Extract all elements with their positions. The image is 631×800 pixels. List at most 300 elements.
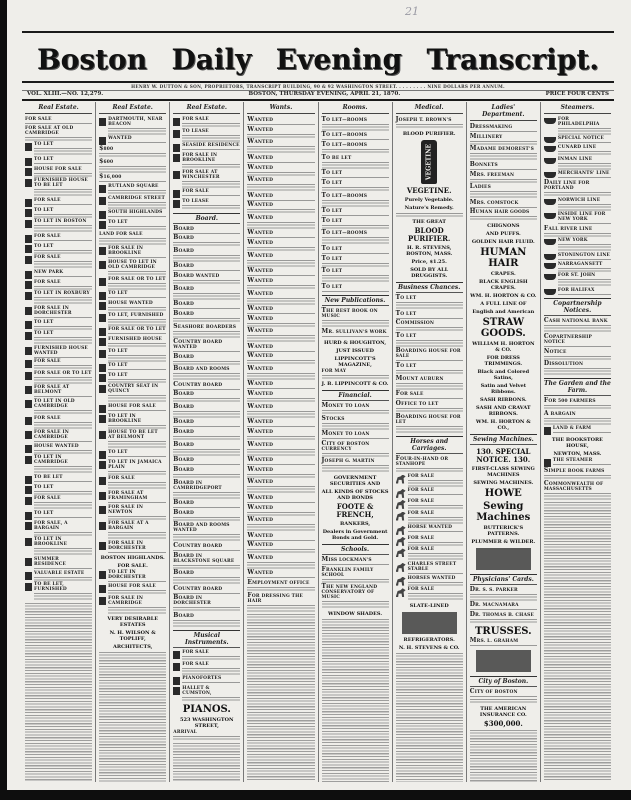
classified-ad: [173, 117, 240, 128]
classified-ad: [247, 593, 314, 612]
ad-text-lines: [408, 581, 463, 587]
ad-text-lines: [34, 531, 92, 537]
ad-body: [108, 136, 166, 145]
ad-text-lines: [34, 576, 92, 582]
classified-ad: [99, 505, 166, 521]
ad-body: [544, 180, 611, 197]
ad-text-lines: [247, 604, 314, 612]
ship-icon: [544, 239, 556, 245]
house-icon: [99, 338, 106, 346]
ad-body: [108, 301, 166, 312]
column-filler-text: [247, 613, 314, 782]
ad-text-lines: [247, 485, 314, 493]
ad-body: [544, 468, 611, 480]
classified-ad: [25, 537, 92, 555]
ad-lead: HOUSE TO BE LET AT BELMONT: [108, 430, 158, 441]
house-icon: [173, 663, 180, 671]
classified-ad: [25, 306, 92, 319]
display-text: BOSTON HIGHLANDS.: [100, 555, 165, 562]
ad-body: [247, 391, 314, 403]
display-text: LIPPINCOTT'S MAGAZINE,: [334, 355, 376, 368]
ad-text-lines: [470, 190, 537, 198]
ad-text-lines: [108, 256, 166, 259]
classified-ad: [396, 414, 463, 433]
ad-body: [396, 212, 463, 218]
ad-body: [558, 262, 611, 273]
ad-body: [173, 467, 240, 479]
classified-ad: [173, 170, 240, 188]
ad-body: [247, 316, 314, 328]
ad-lead: NORWICH LINE: [557, 197, 601, 203]
ad-text-lines: [182, 134, 240, 142]
ad-lead: BOARD: [173, 611, 195, 619]
ad-lead: FALL RIVER LINE: [543, 224, 593, 232]
classified-ad: [544, 226, 611, 238]
classified-ad: [247, 457, 314, 466]
ad-body: [470, 602, 537, 611]
ad-body: [247, 555, 314, 569]
classified-ad: [544, 145, 611, 156]
ad-lead: WANTED: [247, 402, 274, 410]
classified-ad: [25, 126, 92, 142]
ad-body: [544, 398, 611, 410]
house-icon: [544, 459, 551, 467]
ad-lead: TO LET: [34, 319, 54, 325]
classified-ad: [25, 234, 92, 243]
ad-body: [558, 253, 611, 261]
ad-lead: TO LET—ROOMS: [321, 116, 368, 123]
classified-ad: [396, 536, 463, 547]
horse-icon: [396, 548, 406, 557]
display-text: AND PUFFS.: [485, 230, 521, 237]
house-icon: [99, 522, 106, 530]
ad-text-lines: [108, 394, 166, 402]
ad-lead: FOR SALE: [34, 415, 61, 421]
ad-body: [173, 480, 240, 499]
ad-text-lines: [247, 561, 314, 569]
classified-ad: [247, 479, 314, 493]
ad-body: [108, 349, 166, 362]
ad-body: [173, 522, 240, 541]
classified-ad: [173, 522, 240, 541]
ad-text-lines: [247, 259, 314, 267]
house-icon: [25, 476, 32, 484]
ad-text-lines: [322, 374, 389, 380]
ad-body: [322, 268, 389, 282]
ad-lead: WANTED: [247, 516, 274, 524]
dateline-rule: [22, 99, 614, 101]
display-text: 523 WASHINGTON STREET,: [180, 716, 234, 729]
classified-ad: [544, 334, 611, 348]
classified-ad: [173, 391, 240, 403]
ad-lead: WANTED: [247, 201, 274, 209]
ad-text-lines: [470, 215, 537, 221]
ad-body: [544, 481, 611, 500]
ship-icon: [544, 199, 556, 205]
ad-lead: TO LET: [34, 142, 54, 148]
ad-text-lines: [108, 127, 166, 135]
ad-lead: TO LET: [395, 362, 417, 370]
ad-body: [108, 246, 166, 259]
house-icon: [25, 179, 32, 187]
ad-text-lines: [408, 493, 463, 496]
ad-text-lines: [34, 316, 92, 319]
classified-ad: [25, 430, 92, 443]
display-text: H. R. STEVENS, BOSTON, MASS.: [406, 245, 453, 258]
ad-body: [34, 306, 92, 319]
ad-lead: EMPLOYMENT OFFICE: [247, 579, 310, 587]
ad-lead: TO LET IN DORCHESTER: [108, 570, 146, 581]
ad-lead: LADIES: [469, 183, 491, 191]
ad-text-lines: [470, 206, 537, 209]
ad-lead: TO LET: [34, 510, 54, 516]
display-text: VEGETINE.: [406, 185, 452, 195]
ad-body: [322, 441, 389, 458]
classified-ad: [322, 193, 389, 207]
ad-body: [408, 525, 463, 535]
display-text: VERY DESIRABLE ESTATES: [107, 616, 159, 629]
display-text: FIRST-CLASS SEWING MACHINES: [471, 465, 535, 478]
ad-text-lines: [247, 523, 314, 531]
ad-lead: CHARLES STREET STABLE: [407, 561, 457, 572]
ad-text-lines: [396, 326, 463, 332]
classified-ad: [322, 458, 389, 472]
ad-text-lines: [322, 123, 389, 131]
classified-ad: [544, 157, 611, 170]
column-header: Real Estate.: [173, 104, 240, 114]
ad-lead: WANTED: [247, 418, 274, 426]
ad-text-lines: [558, 258, 611, 261]
ad-body: [247, 139, 314, 153]
ad-text-lines: [322, 236, 389, 244]
classified-ad: [25, 571, 92, 582]
ad-text-lines: [247, 246, 314, 252]
house-icon: [25, 572, 32, 580]
ship-icon: [544, 289, 556, 295]
ad-body: [396, 311, 463, 320]
classified-ad: [25, 167, 92, 178]
ad-body: [108, 220, 166, 231]
ad-body: [34, 537, 92, 555]
ad-lead: FOR SALE AT A BARGAIN: [108, 521, 149, 532]
ad-lead: FOR SALE: [34, 359, 61, 365]
classified-ad: [25, 244, 92, 255]
ad-lead: FOR SALE: [182, 188, 209, 194]
ad-body: [247, 353, 314, 365]
horse-icon: [396, 475, 406, 484]
classified-ad: [247, 495, 314, 504]
house-icon: [99, 374, 106, 382]
classified-ad: [25, 521, 92, 537]
classified-ad: [396, 562, 463, 575]
ad-body: [173, 382, 240, 391]
ad-lead: FOR SALE IN CAMBRIDGE: [108, 595, 144, 606]
classified-ad: [173, 570, 240, 584]
ad-lead: SUMMER RESIDENCE: [34, 556, 67, 567]
ad-text-lines: [247, 322, 314, 328]
classified-ad: [470, 134, 537, 146]
ad-text-lines: [396, 382, 463, 390]
ad-body: [99, 146, 166, 158]
house-icon: [99, 477, 106, 485]
classified-ad: [99, 210, 166, 219]
ad-body: [247, 177, 314, 191]
ad-lead: DR. S. S. PARKER: [469, 585, 518, 593]
ad-text-lines: [99, 237, 166, 245]
column-filler-text: [173, 742, 240, 782]
ad-lead: FOR SALE AT BELMONT: [34, 385, 70, 396]
classified-ad: [322, 230, 389, 244]
ad-body: [108, 450, 166, 459]
ad-text-lines: [34, 325, 92, 331]
ad-body: [173, 248, 240, 262]
ad-text-lines: [322, 290, 389, 293]
ad-lead: WANTED: [247, 163, 274, 171]
ad-body: [108, 337, 166, 348]
classified-ad: [173, 553, 240, 570]
ad-body: [544, 361, 611, 375]
section-heading: Sewing Machines.: [470, 434, 537, 445]
classified-ad: [25, 280, 92, 291]
ad-body: [108, 541, 166, 554]
publisher-line: HENRY W. DUTTON & SON, PROPRIETORS, TRANSCRIPT BUILDING, 90 & 92 WASHINGTON STREET. . . . . . . . . NINE DOLLARS PER ANNUM.: [131, 84, 505, 89]
ad-body: [34, 430, 92, 443]
ad-lead: JOSEPH T. BROWN'S: [395, 116, 452, 123]
ad-body: [34, 219, 92, 232]
classified-ad: [247, 391, 314, 403]
ad-lead: BOARD AND ROOMS: [173, 365, 230, 373]
classified-ad: [396, 311, 463, 320]
column: [22, 102, 96, 782]
ad-body: [34, 167, 92, 178]
display-text: HURD & HOUGHTON,: [324, 339, 387, 346]
classified-ad: [247, 419, 314, 428]
display-text: SLATE-LINED: [409, 602, 449, 609]
ad-body: [558, 288, 611, 296]
ad-lead: WANTED: [247, 289, 274, 297]
classified-ad: [470, 689, 537, 698]
ad-text-lines: [173, 360, 240, 366]
ad-lead: FOR 500 FARMERS: [543, 397, 596, 405]
ad-lead: FOR MAY: [321, 368, 347, 374]
ad-body: [25, 117, 92, 125]
masthead-word: Transcript.: [426, 42, 599, 76]
ad-text-lines: [34, 421, 92, 429]
display-text: BUTTERICK'S PATTERNS.: [483, 524, 524, 537]
ad-body: [544, 226, 611, 238]
house-icon: [25, 386, 32, 394]
ad-text-lines: [247, 473, 314, 479]
ad-text-lines: [173, 232, 240, 235]
ad-text-lines: [247, 539, 314, 542]
ad-body: [247, 533, 314, 542]
ad-lead: WANTED: [247, 229, 274, 237]
ad-body: [173, 354, 240, 366]
ad-lead: TO LET: [108, 372, 128, 378]
ad-body: [182, 129, 240, 142]
classified-ad: [247, 306, 314, 315]
ad-body: [322, 193, 389, 207]
vegetine-bottle-illustration: [421, 140, 437, 184]
section-heading: Musical Instruments.: [173, 630, 240, 648]
ad-body: [470, 638, 537, 647]
ad-text-lines: [553, 463, 611, 466]
ad-text-lines: [34, 336, 92, 344]
ad-body: [247, 404, 314, 418]
column-header: Ladies' Department.: [470, 104, 537, 121]
ad-text-lines: [558, 278, 611, 286]
display-text: English and American: [472, 308, 535, 315]
ad-lead: TO LET IN JAMAICA PLAIN: [108, 459, 162, 470]
ad-body: [108, 521, 166, 539]
house-icon: [25, 583, 32, 591]
ad-body: [470, 134, 537, 146]
ad-lead: TO LET—ROOMS: [321, 229, 368, 237]
display-text: BLOOD PURIFIER.: [402, 130, 456, 137]
ad-body: [247, 495, 314, 504]
ad-text-lines: [34, 172, 92, 178]
classified-ad: [247, 240, 314, 252]
classified-ad: [99, 521, 166, 539]
ad-lead: HOUSE FOR SALE: [108, 403, 156, 409]
ad-lead: FRANKLIN FAMILY SCHOOL: [321, 565, 374, 578]
ad-lead: BOARD WANTED: [173, 272, 220, 280]
classified-ad: [25, 399, 92, 415]
ad-text-lines: [34, 224, 92, 232]
column-filler-text: [99, 651, 166, 782]
ad-body: [470, 162, 537, 171]
ad-body: [322, 208, 389, 217]
classified-ad: [544, 136, 611, 144]
house-icon: [25, 256, 32, 264]
ad-lead: PIANOFORTES: [182, 676, 222, 682]
ad-lead: BOARD: [173, 246, 195, 254]
classified-ad: [247, 291, 314, 305]
ad-lead: TO LET: [321, 169, 343, 177]
ad-lead: MISS LOCKMAN'S: [321, 555, 372, 563]
ad-body: [470, 698, 537, 704]
classified-ad: [173, 382, 240, 391]
ad-text-lines: [322, 262, 389, 268]
ad-lead: FOR SALE: [395, 390, 424, 398]
ad-lead: BOARD: [173, 352, 195, 360]
ad-text-lines: [173, 279, 240, 285]
classified-ad: [322, 142, 389, 154]
ad-body: [396, 414, 463, 433]
ad-body: [322, 170, 389, 179]
classified-ad: [396, 547, 463, 560]
ad-lead: BOARD AND ROOMS WANTED: [173, 521, 230, 534]
house-icon: [25, 245, 32, 253]
ad-lead: TO LET: [321, 216, 343, 224]
ad-text-lines: [173, 506, 240, 509]
ship-icon: [544, 158, 556, 164]
ad-body: [322, 557, 389, 566]
ad-body: [108, 196, 166, 209]
ad-body: [34, 280, 92, 291]
ad-lead: WANTED: [247, 465, 274, 473]
ad-text-lines: [108, 501, 166, 504]
ad-text-lines: [247, 171, 314, 177]
ad-lead: FOR SALE: [407, 510, 435, 516]
ad-body: [108, 363, 166, 372]
ad-body: [247, 457, 314, 466]
ad-body: [108, 414, 166, 430]
horse-icon: [396, 577, 406, 586]
display-text: WM. H. HORTON & CO.,: [475, 418, 531, 431]
house-icon: [99, 415, 106, 423]
ad-text-lines: [182, 194, 240, 197]
ad-body: [247, 419, 314, 428]
ad-text-lines: [247, 236, 314, 239]
ad-body: [544, 318, 611, 332]
ad-body: [470, 689, 537, 698]
ad-body: [247, 517, 314, 531]
ad-text-lines: [173, 425, 240, 428]
ad-lead: DRESSMAKING: [469, 123, 513, 130]
ad-body: [182, 686, 240, 702]
house-icon: [99, 492, 106, 500]
ad-body: [322, 256, 389, 268]
ad-text-lines: [322, 335, 389, 338]
ad-body: [34, 157, 92, 166]
classified-ad: [247, 542, 314, 554]
house-icon: [99, 461, 106, 469]
ad-text-lines: [173, 592, 240, 595]
ad-body: [247, 165, 314, 177]
ad-lead: CITY OF BOSTON CURRENCY: [321, 439, 370, 452]
ad-lead: WANTED: [247, 456, 274, 464]
ad-text-lines: [544, 367, 611, 375]
ad-text-lines: [470, 698, 537, 704]
classified-ad: [396, 376, 463, 390]
classified-ad: [99, 246, 166, 259]
ad-body: [247, 542, 314, 554]
ad-text-lines: [470, 140, 537, 146]
classified-ad: [173, 662, 240, 675]
ad-text-lines: [247, 183, 314, 191]
classified-ad: [173, 404, 240, 418]
house-icon: [99, 405, 106, 413]
classified-ad: [25, 219, 92, 232]
ad-text-lines: [408, 530, 463, 533]
classified-ad: [173, 457, 240, 466]
classified-ad: [247, 155, 314, 164]
display-text: SEWING MACHINES.: [473, 479, 534, 486]
ad-body: [247, 381, 314, 390]
column-filler-text: [470, 729, 537, 782]
classified-ad: [99, 460, 166, 476]
ad-body: [322, 246, 389, 255]
ad-text-lines: [25, 122, 92, 125]
ad-text-lines: [558, 162, 611, 170]
ad-lead: WANTED: [247, 327, 274, 335]
ad-body: [108, 596, 166, 614]
ad-body: [34, 557, 92, 570]
ad-body: [99, 174, 166, 183]
ad-text-lines: [247, 435, 314, 441]
ad-lead: RUTLAND SQUARE: [108, 184, 159, 190]
ad-lead: WANTED: [247, 365, 274, 373]
classified-ad: [544, 180, 611, 197]
ad-text-lines: [108, 424, 166, 430]
classified-ad: [470, 172, 537, 184]
ad-lead: TO LET: [108, 220, 128, 226]
house-icon: [99, 328, 106, 336]
pencil-page-mark: 21: [405, 5, 419, 18]
ad-text-lines: [322, 252, 389, 255]
classified-ad: [25, 320, 92, 331]
